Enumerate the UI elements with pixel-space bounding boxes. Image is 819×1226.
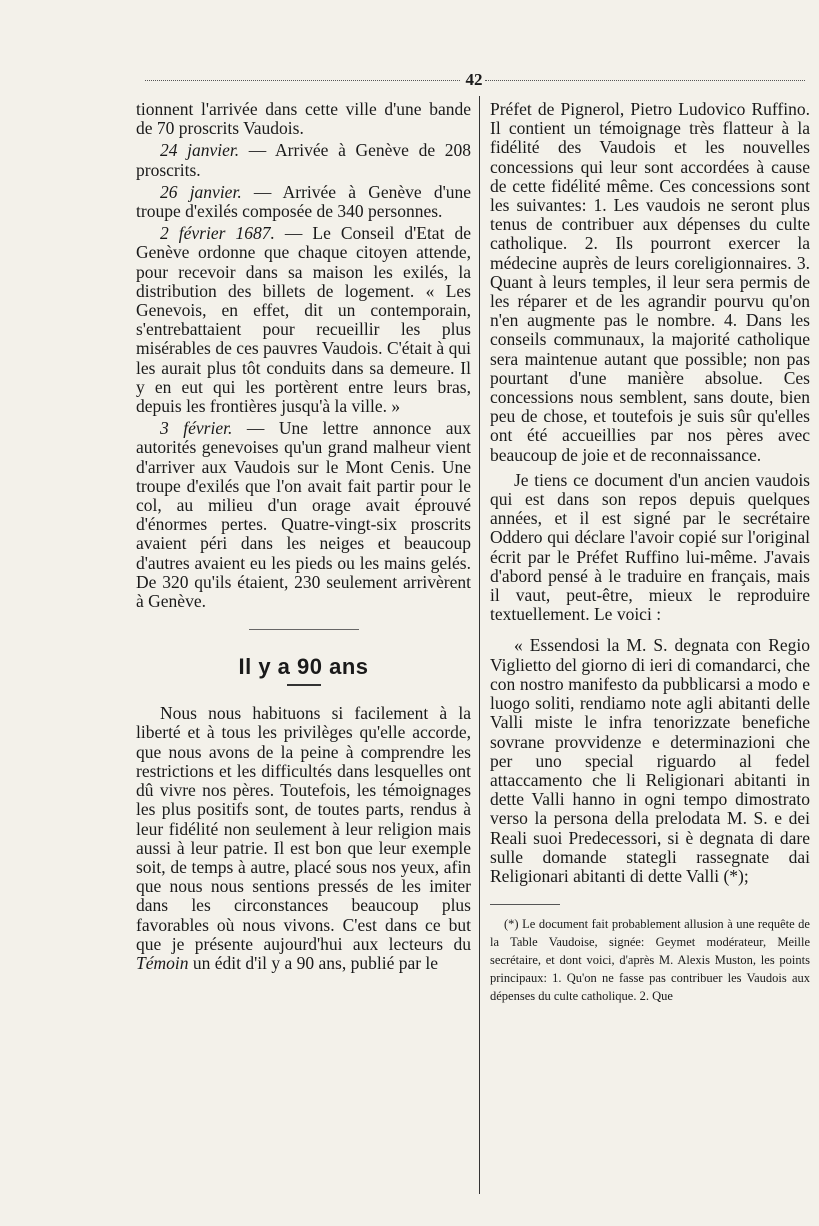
header-rule-right <box>485 80 805 81</box>
left-column <box>136 100 471 976</box>
entry-date: 3 février. <box>160 418 233 439</box>
title-ornament <box>287 684 321 686</box>
entry-date: 24 janvier. <box>160 140 240 161</box>
newspaper-name: Témoin <box>136 952 189 973</box>
paragraph: tionnent l'arrivée dans cette ville d'une bande de 70 proscrits Vaudois. <box>136 99 471 139</box>
footnote: (*) Le document fait probablement allusion à une requête de la Table Vaudoise, signée: Geymet modérateur, Meille secrétaire, et dont voici, d'après M. Alexis Muston, les points principaux: 1. Qu'on ne fasse pas contribuer les Vaudois aux dépenses du culte catholique. 2. Que <box>490 917 810 1004</box>
section-separator <box>249 629 359 630</box>
dated-entry: 24 janvier. — Arrivée à Genève de 208 proscrits. <box>136 140 471 180</box>
column-divider <box>479 96 480 1194</box>
page-number: 42 <box>465 70 483 89</box>
article-paragraph: Nous nous habituons si facilement à la liberté et à tous les privilèges qu'elle accorde, que nous avons de la peine à comprendre les restrictions et les difficultés dans lesquelles ont dû vivre nos pères. Toutefois, les témoignages les plus positifs sont, de toutes parts, rendus à leur fidélité non seulement à leur religion mais aussi à leur patrie. Il est bon que leur exemple soit, de temps à autre, placé sous nos yeux, afin que nous nous sentions pressés de les imiter dans les circonstances beaucoup plus favorables où nous vivons. C'est dans ce but que je présente aujourd'hui aux lecteurs du Témoin un édit d'il y a 90 ans, publié par le <box>136 703 471 973</box>
footnote-rule <box>490 904 560 905</box>
right-column <box>490 100 810 1005</box>
entry-date: 26 janvier. <box>160 181 242 202</box>
dated-entry: 3 février. — Une lettre annonce aux autorités genevoises qu'un grand malheur vient d'arriver aux Vaudois sur le Mont Cenis. Une troupe d'exilés que l'on avait fait partir pour le col, au milieu d'un orage avait éprouvé d'énormes pertes. Quatre-vingt-six proscrits avaient péri dans les neiges et beaucoup d'autres avaient eu les pieds ou les mains gelés. De 320 qu'ils étaient, 230 seulement arrivèrent à Genève. <box>136 418 471 612</box>
section-title: Il y a 90 ans <box>238 654 369 680</box>
article-paragraph: Je tiens ce document d'un ancien vaudois qui est dans son repos depuis quelques années, et il est signé par le secrétaire Oddero qui déclare l'avoir copié sur l'original écrit par le Préfet Ruffino lui-même. J'avais d'abord pensé à le traduire en français, mais il vaut, peut-être, mieux le reproduire textuellement. Le voici : <box>490 469 810 625</box>
dated-entry: 2 février 1687. — Le Conseil d'Etat de Genève ordonne que chaque citoyen attende, pour recevoir dans sa maison les exilés, la distribution des billets de logement. « Les Genevois, en effet, dit un contemporain, s'entrebattaient pour recueillir les plus misérables de ces pauvres Vaudois. C'était à qui les aurait plus tôt conduits dans sa demeure. Il y en eut qui les portèrent entre leurs bras, depuis les frontières jusqu'à la ville. » <box>136 223 471 417</box>
quoted-edict: « Essendosi la M. S. degnata con Regio Viglietto del giorno di ieri di comandarci, che con nostro manifesto da pubblicarsi a modo e luogo soliti, rendiamo note agli abitanti delle Valli miste le infra tenorizzate benefiche sovrane provvidenze e determinazioni che per uno special riguardo al fedel attaccamento che li Religionari abitanti in dette Valli hanno in ogni tempo dimostrato verso la persona della prelodata M. S. e dei Reali suoi Predecessori, si è degnata di dare sulle domande stategli rassegnate dai Religionari abitanti di dette Valli (*); <box>490 635 810 886</box>
article-paragraph: Préfet de Pignerol, Pietro Ludovico Ruffino. Il contient un témoignage très flatteur à la fidélité des Vaudois et les nouvelles concessions qui leur sont accordées à cause de cette fidélité même. Ces concessions sont les suivantes: 1. Les vaudois ne seront plus tenus de contribuer aux dépenses du culte catholique. 2. Ils pourront exercer la médecine auprès de leurs coreligionnaires. 3. Quant à leurs temples, il leur sera permis de les réparer et de les agrandir pourvu qu'on n'en augmente pas le nombre. 4. Dans les conseils communaux, la majorité catholique sera maintenue autant que possible; non pas pourtant d'une manière absolue. Ces concessions nous semblent, sans doute, bien peu de chose, et toutefois je suis sûr qu'elles ont été accueillies par nos pères avec beaucoup de joie et de reconnaissance. <box>490 99 810 465</box>
header-rule-left <box>145 80 460 81</box>
dated-entry: 26 janvier. — Arrivée à Genève d'une troupe d'exilés composée de 340 personnes. <box>136 181 471 222</box>
entry-date: 2 février 1687. <box>160 223 275 244</box>
